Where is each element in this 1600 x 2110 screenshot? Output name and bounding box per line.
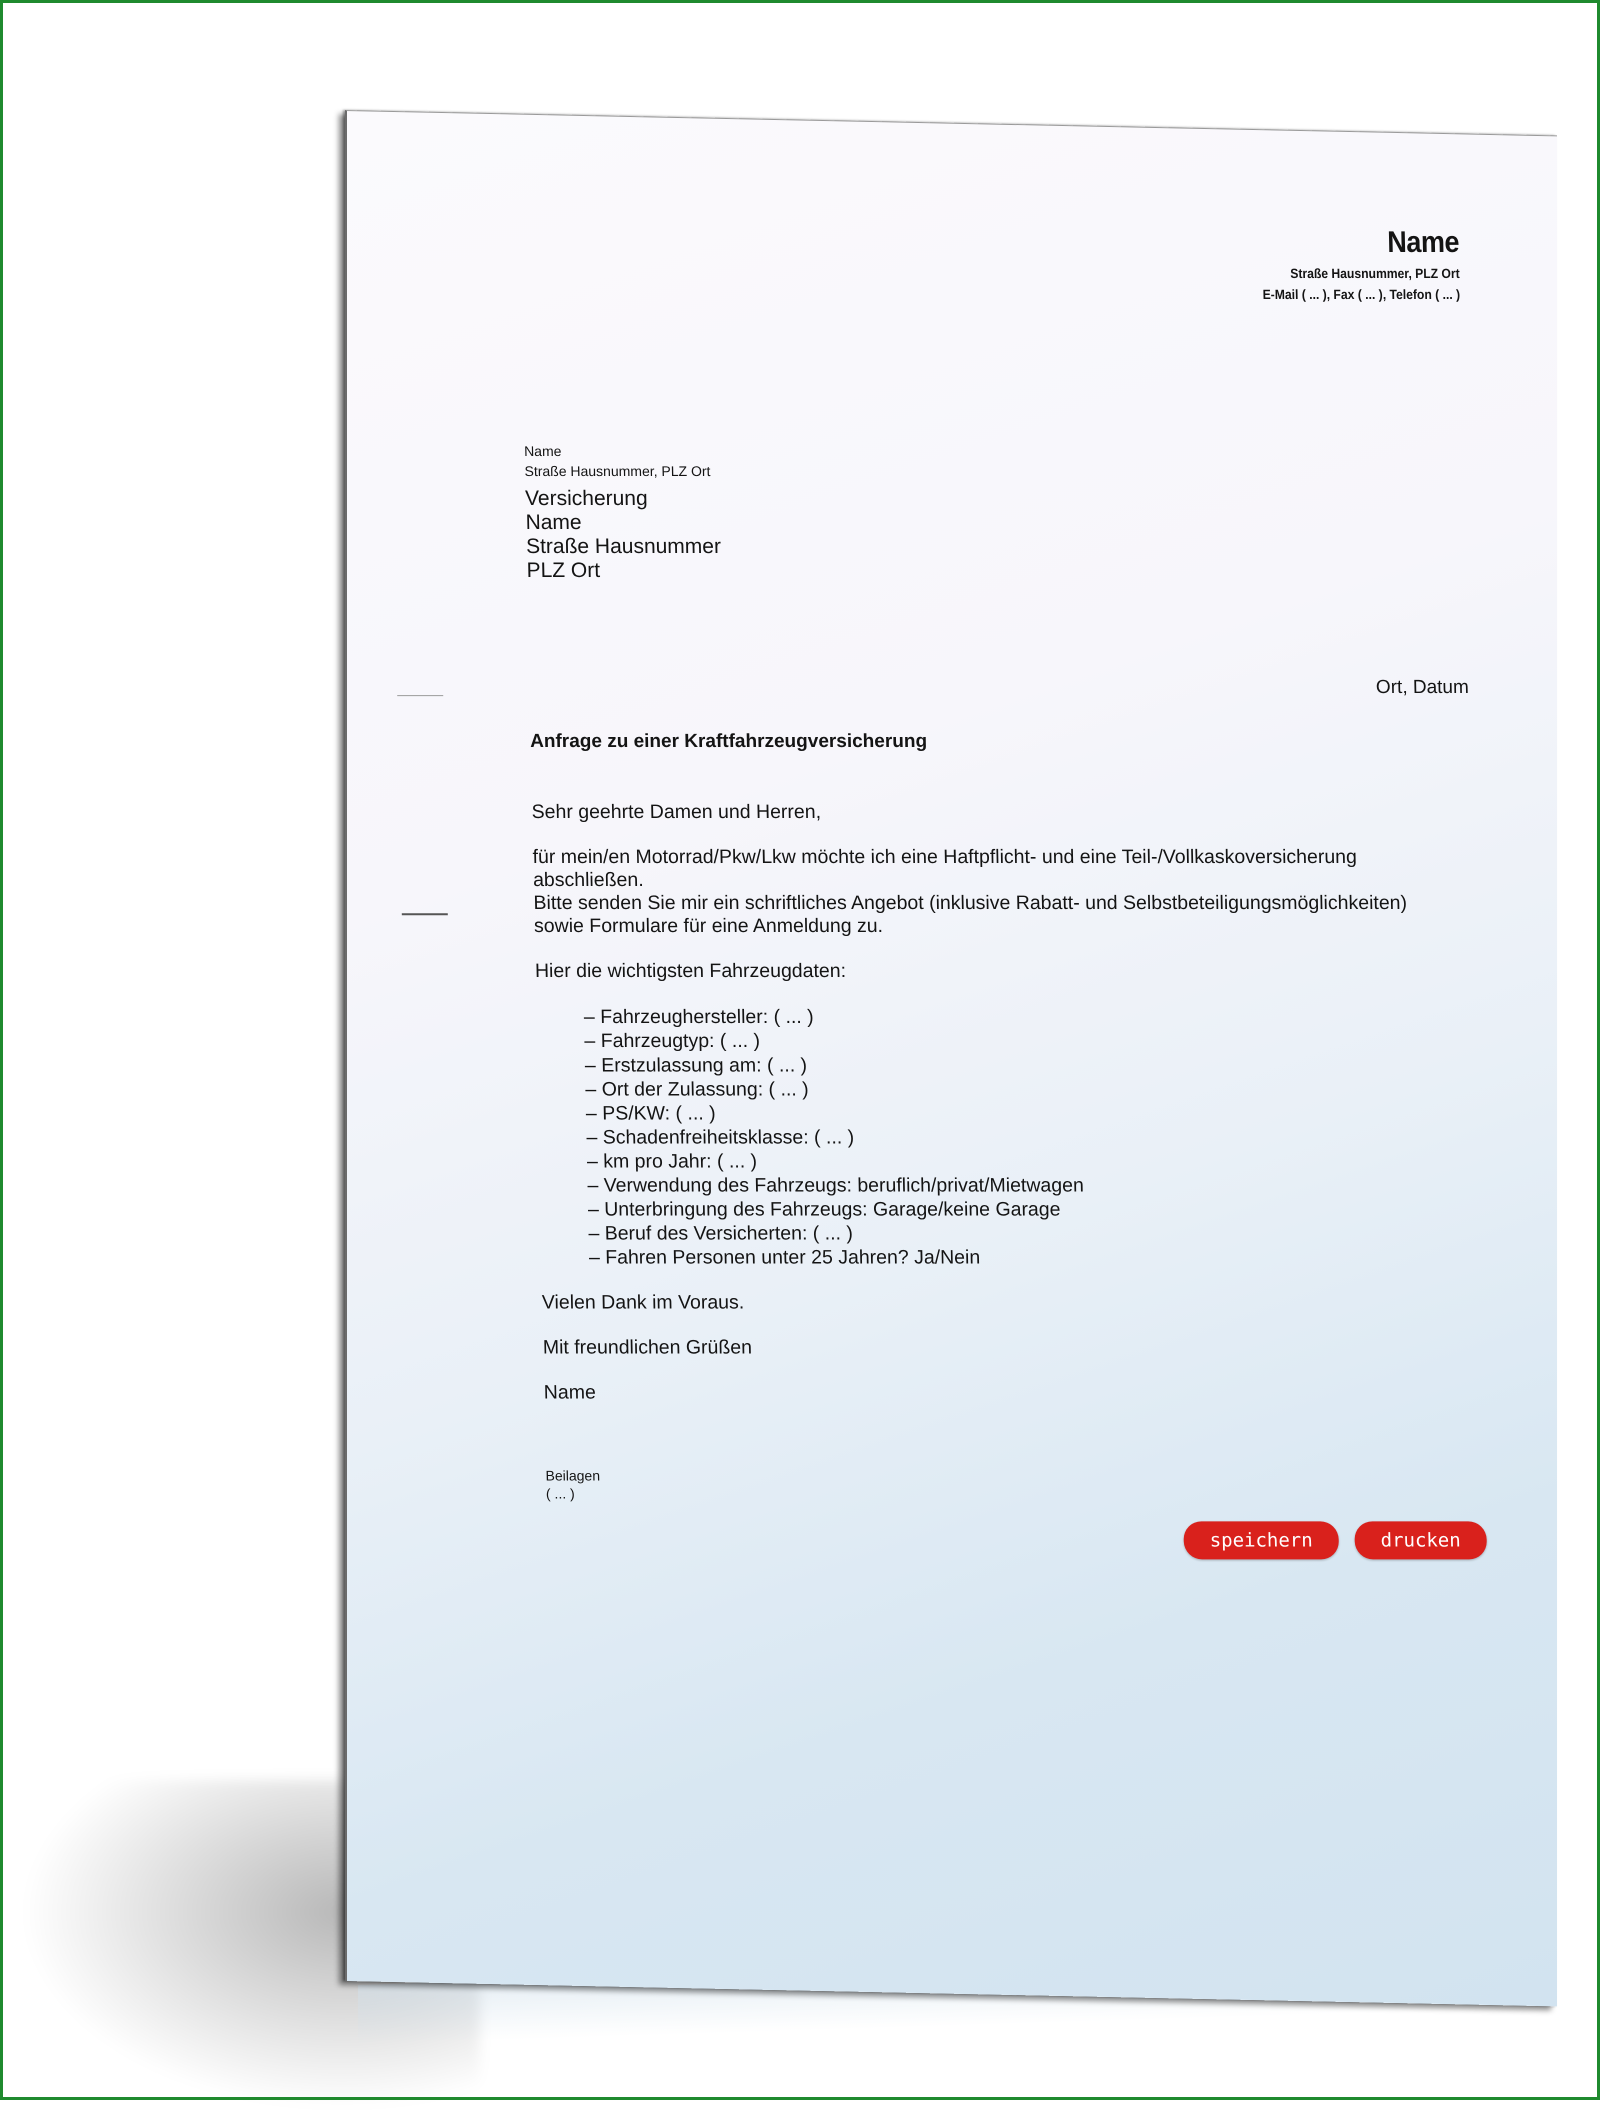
salutation: Sehr geehrte Damen und Herren, [531, 801, 822, 824]
letter-body [531, 801, 1443, 1404]
list-item: – Ort der Zulassung: ( ... ) [585, 1077, 1437, 1101]
list-item: – Erstzulassung am: ( ... ) [585, 1053, 1437, 1077]
list-item: – Fahrzeughersteller: ( ... ) [584, 1005, 1436, 1029]
place-date: Ort, Datum [1375, 677, 1470, 699]
letter-content [347, 111, 1596, 1981]
list-item: – Unterbringung des Fahrzeugs: Garage/keine Garage [588, 1197, 1440, 1221]
sender-address: Straße Hausnummer, PLZ Ort [1290, 266, 1461, 282]
return-address-street: Straße Hausnummer, PLZ Ort [524, 463, 711, 480]
closing: Mit freundlichen Grüßen [542, 1336, 753, 1359]
return-address-name: Name [523, 443, 562, 460]
list-item: – Fahren Personen unter 25 Jahren? Ja/Nein [589, 1245, 1441, 1269]
action-buttons [1183, 1521, 1487, 1559]
sender-contact: E-Mail ( ... ), Fax ( ... ), Telefon ( ... ) [1262, 287, 1461, 303]
list-item: – Fahrzeugtyp: ( ... ) [584, 1029, 1436, 1053]
list-intro: Hier die wichtigsten Fahrzeugdaten: [534, 960, 847, 983]
recipient-line: Name [525, 511, 582, 535]
letter-subject: Anfrage zu einer Kraftfahrzeugversicherung [529, 731, 928, 753]
letter-page [345, 110, 1557, 2006]
recipient-address [525, 487, 722, 583]
fold-mark [397, 695, 443, 696]
paragraph: Bitte senden Sie mir ein schriftliches Angebot (inklusive Rabatt- und Selbstbeteiligungsmöglichkeiten) sowie Formulare für eine Anmeldung zu. [533, 892, 1408, 938]
signature-name: Name [543, 1381, 597, 1404]
thanks: Vielen Dank im Voraus. [541, 1291, 745, 1314]
recipient-line: Versicherung [524, 487, 648, 511]
attachments-label: Beilagen [545, 1467, 601, 1484]
list-item: – Beruf des Versicherten: ( ... ) [588, 1221, 1440, 1245]
sender-name: Name [1387, 226, 1460, 260]
list-item: – PS/KW: ( ... ) [586, 1101, 1438, 1125]
punch-mark [402, 913, 448, 915]
list-item: – Verwendung des Fahrzeugs: beruflich/privat/Mietwagen [587, 1173, 1439, 1197]
print-button[interactable]: drucken [1354, 1521, 1487, 1559]
paragraph: für mein/en Motorrad/Pkw/Lkw möchte ich eine Haftpflicht- und eine Teil-/Vollkaskoversicherung abschließen. [532, 846, 1358, 892]
attachments [545, 1466, 600, 1502]
attachments-value: ( ... ) [545, 1485, 575, 1502]
vehicle-data-list [536, 1005, 1441, 1269]
list-item: – km pro Jahr: ( ... ) [587, 1149, 1439, 1173]
recipient-line: PLZ Ort [526, 559, 601, 583]
save-button[interactable]: speichern [1183, 1521, 1339, 1559]
list-item: – Schadenfreiheitsklasse: ( ... ) [586, 1125, 1438, 1149]
recipient-line: Straße Hausnummer [525, 535, 722, 559]
return-address [524, 441, 711, 481]
sender-block [1240, 226, 1461, 302]
